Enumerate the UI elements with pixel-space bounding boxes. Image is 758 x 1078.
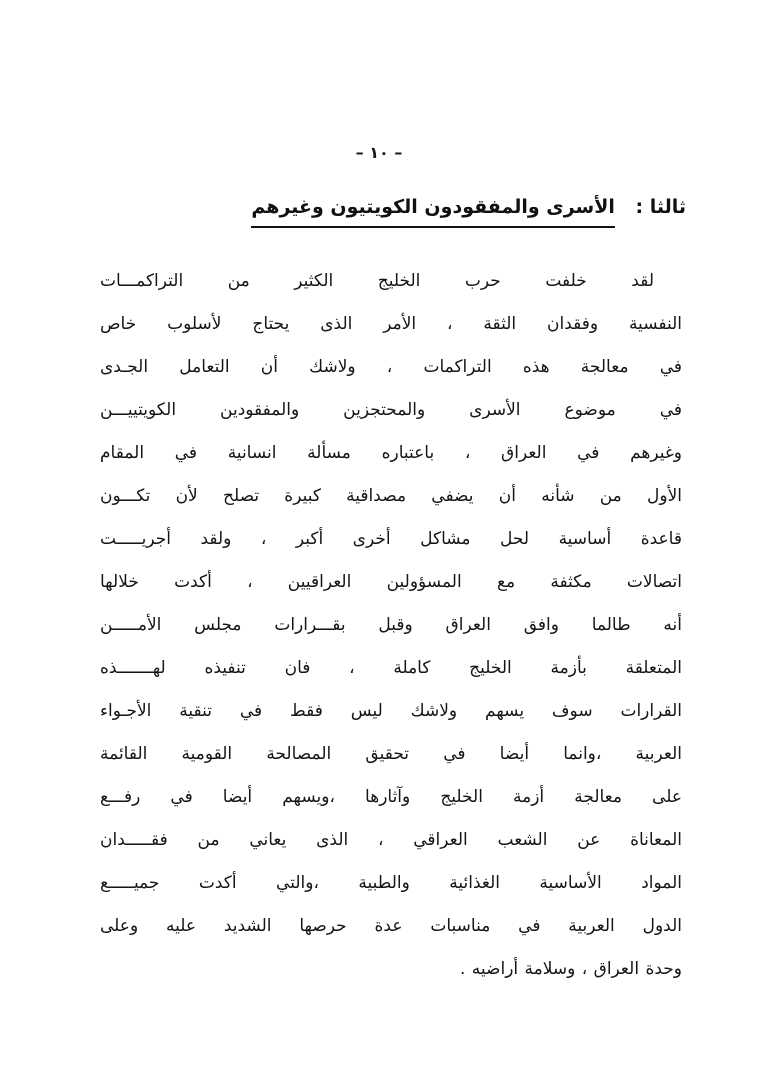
paragraph-line: المتعلقة بأزمة الخليج كاملة ، فان تنفيذه لهـــــــذه [100, 658, 682, 678]
paragraph-line: القرارات سوف يسهم ولاشك ليس فقط في تنقية الأجـواء [100, 701, 682, 721]
paragraph [100, 260, 682, 991]
paragraph-line: قاعدة أساسية لحل مشاكل أخرى أكبر ، ولقد أجريـــــت [100, 529, 682, 549]
paragraph-line: النفسية وفقدان الثقة ، الأمر الذى يحتاج لأسلوب خاص [100, 314, 682, 334]
paragraph-line: أنه طالما وافق العراق وقبل بقـــرارات مجلس الأمـــــن [100, 615, 682, 635]
page-number: – ١٠ – [355, 143, 403, 162]
section-heading-label: ثالثا : [635, 196, 686, 218]
paragraph-line: لقد خلفت حرب الخليج الكثير من التراكمـــات [100, 271, 654, 291]
paragraph-line: المواد الأساسية الغذائية والطبية ،والتي أكدت جميـــــع [100, 873, 682, 893]
paragraph-line: الأول من شأنه أن يضفي مصداقية كبيرة تصلح لأن تكـــون [100, 486, 682, 506]
section-heading-title: الأسرى والمفقودون الكويتيون وغيرهم [251, 196, 614, 228]
paragraph-line: في موضوع الأسرى والمحتجزين والمفقودين الكويتييـــن [100, 400, 682, 420]
paragraph-line: المعاناة عن الشعب العراقي ، الذى يعاني من فقـــــدان [100, 830, 682, 850]
paragraph-line: وحدة العراق ، وسلامة أراضيه . [459, 959, 682, 979]
paragraph-line: على معالجة أزمة الخليج وآثارها ،ويسهم أيضا في رفـــع [100, 787, 682, 807]
paragraph-line: العربية ،وانما أيضا في تحقيق المصالحة القومية القائمة [100, 744, 682, 764]
paragraph-line: اتصالات مكثفة مع المسؤولين العراقيين ، أكدت خلالها [100, 572, 682, 592]
section-heading [251, 196, 686, 228]
paragraph-line: وغيرهم في العراق ، باعتباره مسألة انسانية في المقام [100, 443, 682, 463]
paragraph-line: الدول العربية في مناسبات عدة حرصها الشديد عليه وعلى [100, 916, 682, 936]
paragraph-line: في معالجة هذه التراكمات ، ولاشك أن التعامل الجـدى [100, 357, 682, 377]
